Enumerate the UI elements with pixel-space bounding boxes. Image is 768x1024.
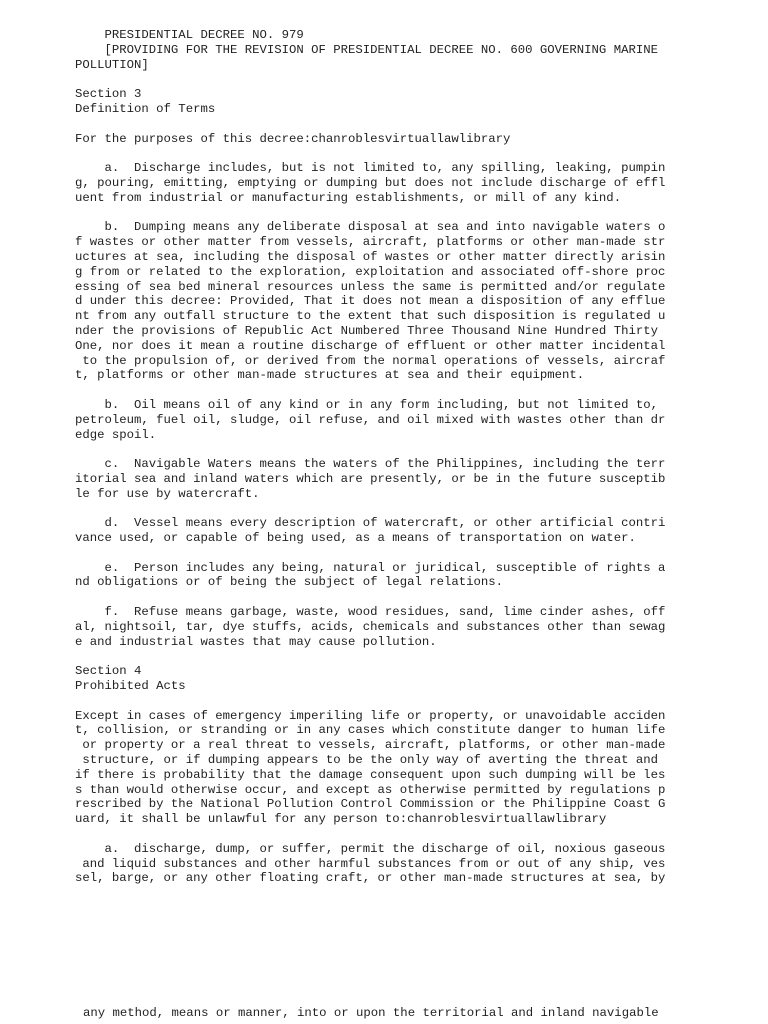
text-line: al, nightsoil, tar, dye stuffs, acids, chemicals and substances other than sewag <box>75 619 666 634</box>
text-line: nt from any outfall structure to the extent that such disposition is regulated u <box>75 309 666 324</box>
text-line: uctures at sea, including the disposal of wastes or other matter directly arisin <box>75 249 666 264</box>
text-line: sel, barge, or any other floating craft, or other man-made structures at sea, by <box>75 871 666 886</box>
decree-title <box>75 28 675 72</box>
item-a-discharge <box>75 161 675 205</box>
text-line: PRESIDENTIAL DECREE NO. 979 <box>75 28 304 42</box>
text-line: if there is probability that the damage consequent upon such dumping will be les <box>75 767 666 782</box>
section-4-item-a <box>75 842 675 886</box>
item-f-refuse <box>75 605 675 649</box>
paragraph-gap <box>75 827 675 842</box>
text-line: g, pouring, emitting, emptying or dumping but does not include discharge of effl <box>75 175 666 190</box>
text-line: petroleum, fuel oil, sludge, oil refuse, and oil mixed with wastes other than dr <box>75 412 666 427</box>
text-line: or property or a real threat to vessels, aircraft, platforms, or other man-made <box>75 738 666 753</box>
text-line: g from or related to the exploration, exploitation and associated off-shore proc <box>75 264 666 279</box>
text-line: s than would otherwise occur, and except as otherwise permitted by regulations p <box>75 782 666 797</box>
paragraph-gap <box>75 206 675 221</box>
text-line: Except in cases of emergency imperiling life or property, or unavoidable acciden <box>75 708 666 723</box>
text-line: essing of sea bed mineral resources unless the same is permitted and/or regulate <box>75 279 666 294</box>
text-line: b. Oil means oil of any kind or in any form including, but not limited to, <box>75 397 658 412</box>
text-line: c. Navigable Waters means the waters of the Philippines, including the terr <box>75 457 666 472</box>
text-line: le for use by watercraft. <box>75 486 260 501</box>
page-bottom-text-line: any method, means or manner, into or upon the territorial and inland navigable <box>83 1006 659 1020</box>
text-line: a. discharge, dump, or suffer, permit the discharge of oil, noxious gaseous <box>75 841 666 856</box>
paragraph-gap <box>75 72 675 87</box>
text-line: nder the provisions of Republic Act Numbered Three Thousand Nine Hundred Thirty <box>75 323 658 338</box>
text-line: POLLUTION] <box>75 57 149 72</box>
text-line: b. Dumping means any deliberate disposal at sea and into navigable waters o <box>75 220 666 235</box>
text-line: [PROVIDING FOR THE REVISION OF PRESIDENTIAL DECREE NO. 600 GOVERNING MARINE <box>75 42 658 57</box>
text-line: uard, it shall be unlawful for any person to:chanroblesvirtuallawlibrary <box>75 812 607 827</box>
text-line: e. Person includes any being, natural or juridical, susceptible of rights a <box>75 560 666 575</box>
text-line: d. Vessel means every description of watercraft, or other artificial contri <box>75 516 666 531</box>
text-line: to the propulsion of, or derived from the normal operations of vessels, aircraf <box>75 353 666 368</box>
paragraph-gap <box>75 383 675 398</box>
paragraph-gap <box>75 590 675 605</box>
text-line: t, collision, or stranding or in any cases which constitute danger to human life <box>75 723 666 738</box>
text-line: One, nor does it mean a routine discharge of effluent or other matter incidental <box>75 338 666 353</box>
item-d-vessel <box>75 516 675 546</box>
text-line: vance used, or capable of being used, as a means of transportation on water. <box>75 531 636 546</box>
text-line: structure, or if dumping appears to be the only way of averting the threat and <box>75 753 658 768</box>
paragraph-gap <box>75 546 675 561</box>
paragraph-gap <box>75 442 675 457</box>
text-line: Prohibited Acts <box>75 679 186 694</box>
paragraph-gap <box>75 649 675 664</box>
text-line: d under this decree: Provided, That it does not mean a disposition of any efflue <box>75 294 666 309</box>
section-3-intro <box>75 132 675 147</box>
text-line: itorial sea and inland waters which are presently, or be in the future susceptib <box>75 471 666 486</box>
text-line: nd obligations or of being the subject of legal relations. <box>75 575 504 590</box>
item-b-dumping <box>75 220 675 383</box>
item-e-person <box>75 561 675 591</box>
text-line: t, platforms or other man-made structures at sea and their equipment. <box>75 368 585 383</box>
text-line: uent from industrial or manufacturing establishments, or mill of any kind. <box>75 190 622 205</box>
paragraph-gap <box>75 694 675 709</box>
text-line: and liquid substances and other harmful substances from or out of any ship, ves <box>75 856 666 871</box>
item-c-navigable-waters <box>75 457 675 501</box>
paragraph-gap <box>75 146 675 161</box>
section-4-heading <box>75 664 675 694</box>
paragraph-gap <box>75 117 675 132</box>
text-line: Section 4 <box>75 664 142 679</box>
text-line: a. Discharge includes, but is not limited to, any spilling, leaking, pumpin <box>75 161 666 176</box>
text-line: rescribed by the National Pollution Control Commission or the Philippine Coast G <box>75 797 666 812</box>
text-line: f. Refuse means garbage, waste, wood residues, sand, lime cinder ashes, off <box>75 605 666 620</box>
paragraph-gap <box>75 502 675 517</box>
text-line: Section 3 <box>75 87 142 102</box>
item-b-oil <box>75 398 675 442</box>
document-page <box>75 28 675 886</box>
text-line: Definition of Terms <box>75 101 216 116</box>
text-line: e and industrial wastes that may cause pollution. <box>75 634 437 649</box>
text-line: f wastes or other matter from vessels, aircraft, platforms or other man-made str <box>75 235 666 250</box>
text-line: edge spoil. <box>75 427 157 442</box>
section-4-intro <box>75 709 675 827</box>
text-line: For the purposes of this decree:chanroblesvirtuallawlibrary <box>75 131 511 146</box>
section-3-heading <box>75 87 675 117</box>
